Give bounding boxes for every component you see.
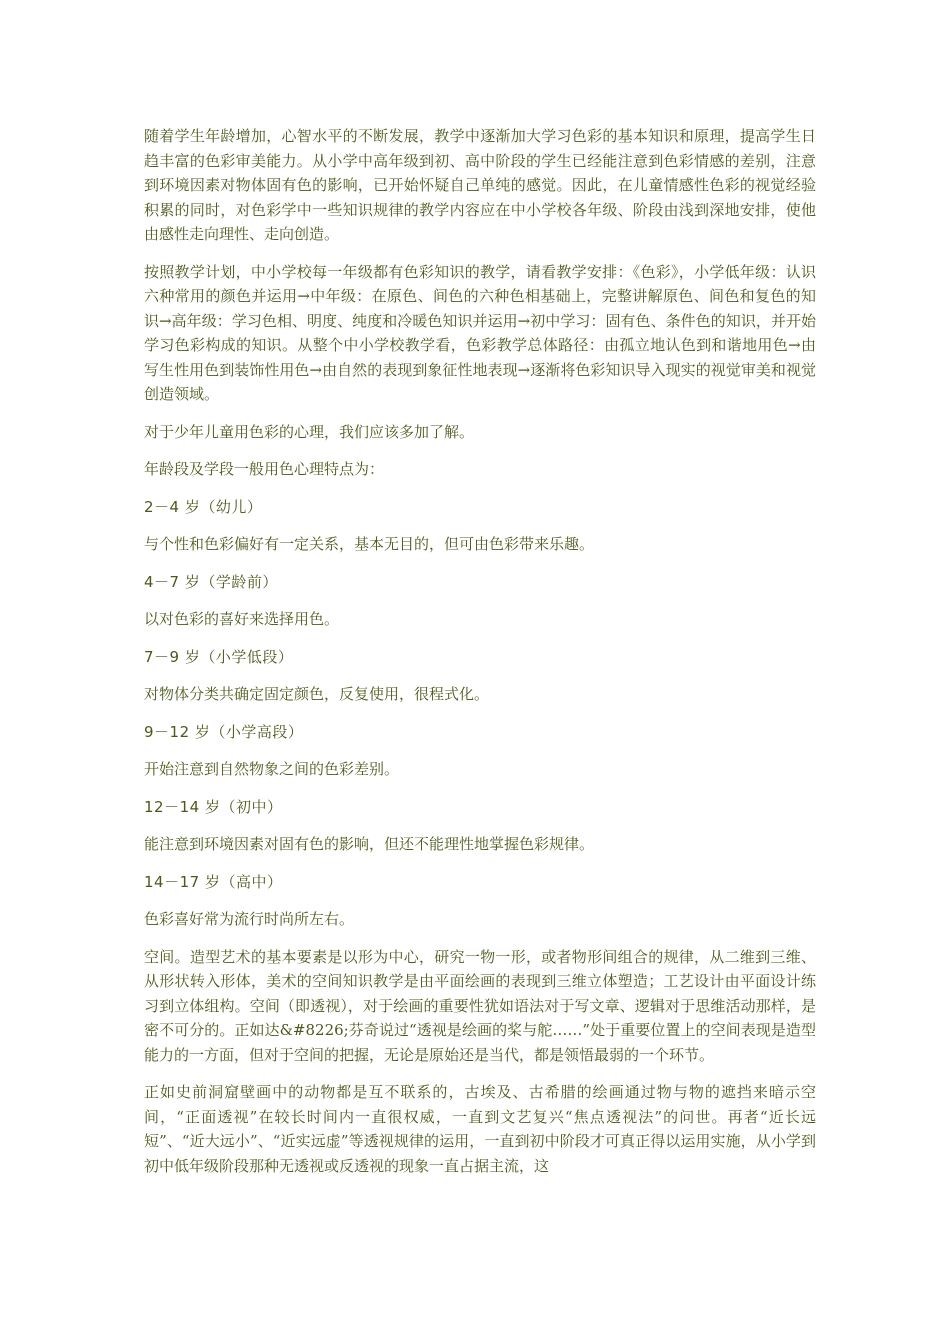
paragraph: 随着学生年龄增加，心智水平的不断发展，教学中逐渐加大学习色彩的基本知识和原理，提高学生日趋丰富的色彩审美能力。从小学中高年级到初、高中阶段的学生已经能注意到色彩情感的差别，注意到环境因素对物体固有色的影响，已开始怀疑自己单纯的感觉。因此，在儿童情感性色彩的视觉经验积累的同时，对色彩学中一些知识规律的教学内容应在中小学校各年级、阶段由浅到深地安排，使他由感性走向理性、走向创造。 — [144, 127, 816, 243]
age-heading: 2－4 岁（幼儿） — [144, 497, 263, 516]
paragraph: 年龄段及学段一般用色心理特点为： — [144, 460, 385, 478]
age-heading: 4－7 岁（学龄前） — [144, 572, 278, 591]
paragraph: 正如史前洞窟壁画中的动物都是互不联系的，古埃及、古希腊的绘画通过物与物的遮挡来暗示空间，“正面透视”在较长时间内一直很权威，一直到文艺复兴“焦点透视法”的问世。再者“近长远短”、“近大远小”、“近实远虚”等透视规律的运用，一直到初中阶段才可真正得以运用实施，从小学到初中低年级阶段那种无透视或反透视的现象一直占据主流，这 — [144, 1083, 816, 1175]
paragraph: 对于少年儿童用色彩的心理，我们应该多加了解。 — [144, 422, 475, 441]
age-heading: 9－12 岁（小学高段） — [144, 722, 304, 741]
document-body — [144, 124, 816, 1191]
paragraph: 开始注意到自然物象之间的色彩差别。 — [144, 760, 400, 778]
paragraph: 按照教学计划，中小学校每一年级都有色彩知识的教学，请看教学安排：《色彩》，小学低年级：认识六种常用的颜色并运用→中年级：在原色、间色的六种色相基础上，完整讲解原色、间色和复色的知识→高年级：学习色相、明度、纯度和冷暖色知识并运用→初中学习：固有色、条件色的知识，并开始学习色彩构成的知识。从整个中小学校教学看，色彩教学总体路径：由孤立地认色到和谐地用色→由写生性用色到装饰性用色→由自然的表现到象征性地表现→逐渐将色彩知识导入现实的视觉审美和视觉创造领域。 — [144, 262, 816, 403]
paragraph: 以对色彩的喜好来选择用色。 — [144, 610, 340, 628]
age-heading: 12－14 岁（初中） — [144, 797, 283, 816]
paragraph: 能注意到环境因素对固有色的影响，但还不能理性地掌握色彩规律。 — [144, 835, 595, 853]
paragraph: 色彩喜好常为流行时尚所左右。 — [144, 910, 355, 928]
paragraph: 对物体分类共确定固定颜色，反复使用，很程式化。 — [144, 685, 490, 703]
paragraph: 与个性和色彩偏好有一定关系，基本无目的，但可由色彩带来乐趣。 — [144, 535, 595, 553]
age-heading: 14－17 岁（高中） — [144, 872, 283, 891]
age-heading: 7－9 岁（小学低段） — [144, 647, 294, 666]
paragraph: 空间。造型艺术的基本要素是以形为中心，研究一物一形，或者物形间组合的规律，从二维到三维、从形状转入形体，美术的空间知识教学是由平面绘画的表现到三维立体塑造；工艺设计由平面设计练习到立体组构。空间（即透视），对于绘画的重要性犹如语法对于写文章、逻辑对于思维活动那样，是密不可分的。正如达&#8226;芬奇说过“透视是绘画的桨与舵……”处于重要位置上的空间表现是造型能力的一方面，但对于空间的把握，无论是原始还是当代，都是领悟最弱的一个环节。 — [144, 947, 816, 1064]
